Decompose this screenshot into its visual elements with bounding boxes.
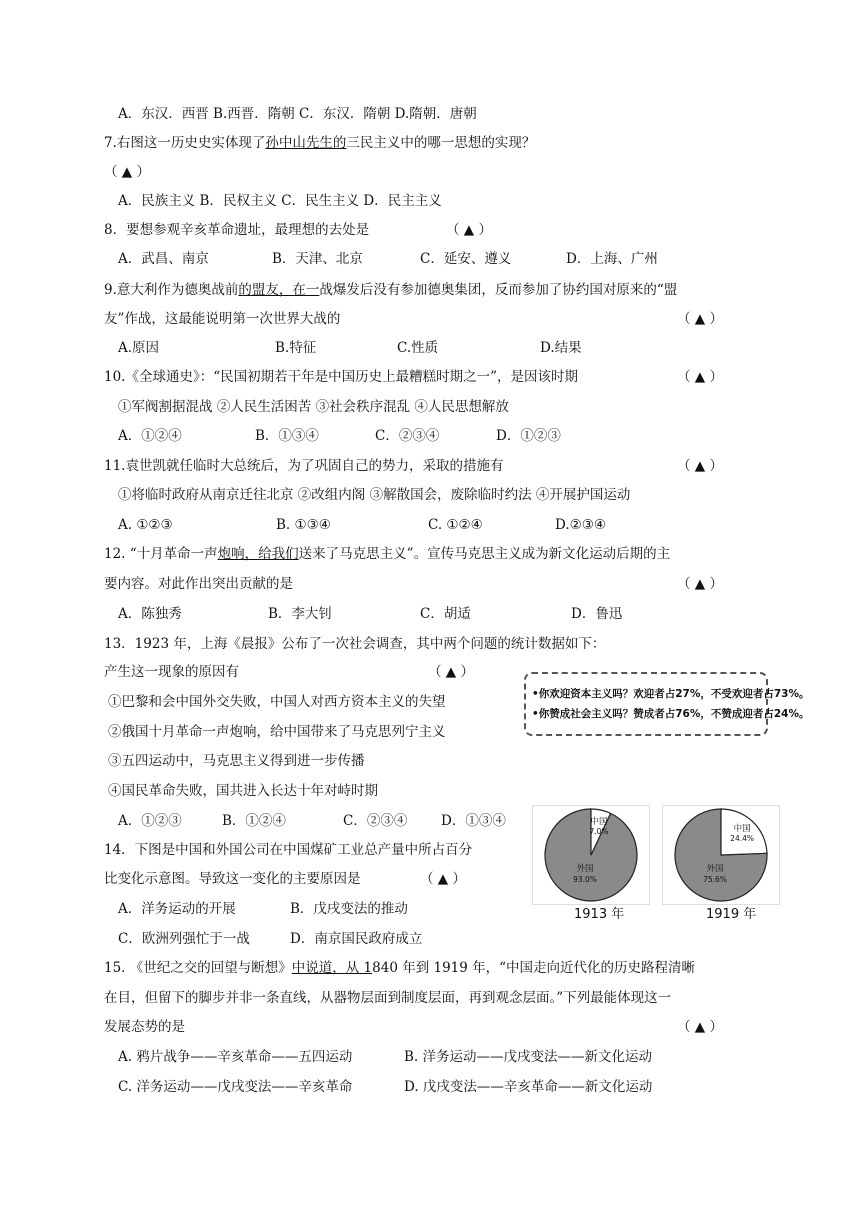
pie-label-china-name: 中国 bbox=[733, 824, 751, 835]
pie-label-china-value: 24.4% bbox=[730, 834, 755, 844]
q11-stem: 11.袁世凯就任临时大总统后，为了巩固自己的势力，采取的措施有 bbox=[104, 458, 504, 474]
q12-underlined: 炮响，给我们 bbox=[217, 546, 299, 562]
q8-option-d: D．上海、广州 bbox=[566, 251, 658, 267]
q9-option-b: B.特征 bbox=[275, 340, 317, 356]
q12-option-c: C．胡适 bbox=[420, 606, 471, 622]
survey-line-2: •你赞成社会主义吗？赞成者占76%，不赞成迎者占24%。 bbox=[532, 708, 810, 720]
q15-underlined: 中说道，从 1 bbox=[291, 960, 373, 976]
q14-stem-2: 比变化示意图。导致这一变化的主要原因是 bbox=[104, 871, 361, 887]
q11-items: ①将临时政府从南京迁往北京 ②改组内阁 ③解散国会，废除临时约法 ④开展护国运动 bbox=[118, 487, 631, 503]
pie-label-china-value: 7.0% bbox=[589, 827, 609, 837]
q8-stem: 8．要想参观辛亥革命遗址，最理想的去处是 bbox=[104, 222, 370, 238]
q13-item-1: ①巴黎和会中国外交失败，中国人对西方资本主义的失望 bbox=[108, 694, 446, 710]
q9-option-d: D.结果 bbox=[540, 340, 582, 356]
q12-answer-mark: （ ▲ ） bbox=[677, 576, 723, 592]
pie-svg-1913 bbox=[532, 805, 650, 905]
q10-answer-mark: （ ▲ ） bbox=[677, 369, 723, 385]
q7-text-b: 三民主义中的哪一思想的实现？ bbox=[346, 135, 536, 151]
q12-stem-2: 要内容。对此作出突出贡献的是 bbox=[104, 576, 293, 592]
q8-option-c: C．延安、遵义 bbox=[420, 251, 512, 267]
q14-answer-mark: （ ▲ ） bbox=[420, 871, 466, 887]
q14-option-c: C．欧洲列强忙于一战 bbox=[118, 931, 250, 947]
survey-line-1: •你欢迎资本主义吗？欢迎者占27%，不受欢迎者占73%。 bbox=[532, 688, 810, 700]
q9-stem-2: 友”作战，这最能说明第一次世界大战的 bbox=[104, 311, 341, 327]
q11-option-b: B. ①③④ bbox=[276, 517, 331, 533]
q7-options: A．民族主义 B．民权主义 C．民生主义 D．民主主义 bbox=[118, 193, 442, 209]
q15-option-d: D. 戊戌变法——辛亥革命——新文化运动 bbox=[404, 1079, 653, 1095]
pie-label-foreign-name: 外国 bbox=[576, 864, 594, 874]
q9-text-a: 9.意大利作为德奥战前 bbox=[104, 282, 239, 298]
q8-answer-mark: （ ▲ ） bbox=[446, 222, 492, 238]
pie-label-foreign-value: 75.6% bbox=[703, 875, 727, 884]
q10-items: ①军阀割据混战 ②人民生活困苦 ③社会秩序混乱 ④人民思想解放 bbox=[118, 399, 509, 415]
q14-option-a: A．洋务运动的开展 bbox=[118, 901, 236, 917]
q15-stem bbox=[104, 958, 695, 978]
pie-year-1913: 1913 年 bbox=[574, 907, 625, 922]
q10-option-a: A．①②④ bbox=[118, 428, 182, 444]
pie-year-1919: 1919 年 bbox=[706, 907, 757, 922]
q9-text-b: 战爆发后没有参加德奥集团，反而参加了协约国对原来的“盟 bbox=[319, 282, 678, 298]
q12-option-d: D．鲁迅 bbox=[571, 606, 623, 622]
q13-stem-2: 产生这一现象的原因有 bbox=[104, 664, 239, 680]
q15-option-a: A. 鸦片战争——辛亥革命——五四运动 bbox=[118, 1049, 353, 1065]
q13-option-a: A．①②③ bbox=[118, 813, 182, 829]
pie-label-foreign-name: 外国 bbox=[706, 864, 724, 874]
q15-option-b: B. 洋务运动——戊戌变法——新文化运动 bbox=[404, 1049, 653, 1065]
q13-item-3: ③五四运动中，马克思主义得到进一步传播 bbox=[108, 753, 365, 769]
q9-option-a: A.原因 bbox=[118, 340, 160, 356]
q14-option-b: B．戊戌变法的推动 bbox=[290, 901, 408, 917]
q10-stem: 10.《全球通史》：“民国初期若干年是中国历史上最糟糕时期之一”，是因该时期 bbox=[104, 369, 579, 385]
survey-box bbox=[524, 672, 810, 736]
q7-stem bbox=[104, 133, 535, 153]
q14-stem: 14．下图是中国和外国公司在中国煤矿工业总产量中所占百分 bbox=[104, 842, 473, 858]
pie-chart-1919 bbox=[662, 805, 780, 905]
q15-stem-2: 在目，但留下的脚步并非一条直线，从器物层面到制度层面，再到观念层面。”下列最能体现这一 bbox=[104, 990, 672, 1006]
q13-answer-mark: （ ▲ ） bbox=[428, 664, 474, 680]
q14-option-d: D．南京国民政府成立 bbox=[290, 931, 423, 947]
q9-underlined: 的盟友，在一 bbox=[238, 282, 320, 298]
q13-stem: 13．1923 年，上海《晨报》公布了一次社会调查，其中两个问题的统计数据如下： bbox=[104, 636, 606, 652]
q6-options: A．东汉．西晋 B.西晋．隋朝 C．东汉．隋朝 D.隋朝．唐朝 bbox=[118, 106, 477, 122]
q11-option-d: D.②③④ bbox=[555, 517, 606, 533]
q8-option-a: A．武昌、南京 bbox=[118, 251, 209, 267]
q15-stem-3: 发展态势的是 bbox=[104, 1019, 185, 1035]
pie-svg-1919 bbox=[662, 805, 780, 905]
q8-option-b: B．天津、北京 bbox=[272, 251, 363, 267]
q12-option-a: A．陈独秀 bbox=[118, 606, 182, 622]
q10-option-c: C．②③④ bbox=[375, 428, 440, 444]
q10-option-d: D．①②③ bbox=[496, 428, 561, 444]
q12-text-a: 12. “十月革命一声 bbox=[104, 546, 218, 562]
q9-answer-mark: （ ▲ ） bbox=[677, 311, 723, 327]
q15-option-c: C. 洋务运动——戊戌变法——辛亥革命 bbox=[118, 1079, 353, 1095]
q12-stem bbox=[104, 544, 670, 564]
q13-item-4: ④国民革命失败，国共进入长达十年对峙时期 bbox=[108, 783, 378, 799]
q15-text-a: 15. 《世纪之交的回望与断想》 bbox=[104, 960, 292, 976]
q7-underlined: 孙中山先生的 bbox=[265, 135, 347, 151]
q7-text-a: 7.右图这一历史史实体现了 bbox=[104, 135, 266, 151]
q11-option-a: A. ①②③ bbox=[118, 517, 173, 533]
q13-option-c: C．②③④ bbox=[343, 813, 408, 829]
q12-option-b: B．李大钊 bbox=[268, 606, 332, 622]
q15-text-b: 840 年到 1919 年，“中国走向近代化的历史路程清晰 bbox=[372, 960, 696, 976]
q13-item-2: ②俄国十月革命一声炮响，给中国带来了马克思列宁主义 bbox=[108, 724, 446, 740]
pie-chart-1913 bbox=[532, 805, 650, 905]
q11-answer-mark: （ ▲ ） bbox=[677, 458, 723, 474]
q11-option-c: C. ①②④ bbox=[428, 517, 483, 533]
q9-stem bbox=[104, 280, 677, 300]
q13-option-b: B．①②④ bbox=[222, 813, 286, 829]
q7-answer-mark: （ ▲ ） bbox=[104, 164, 150, 180]
q10-option-b: B．①③④ bbox=[255, 428, 319, 444]
q9-option-c: C.性质 bbox=[397, 340, 439, 356]
pie-label-china-name: 中国 bbox=[590, 817, 608, 828]
q12-text-b: 送来了马克思主义”。宣传马克思主义成为新文化运动后期的主 bbox=[298, 546, 671, 562]
q15-answer-mark: （ ▲ ） bbox=[677, 1019, 723, 1035]
q13-option-d: D．①③④ bbox=[441, 813, 506, 829]
pie-label-foreign-value: 93.0% bbox=[573, 875, 597, 884]
